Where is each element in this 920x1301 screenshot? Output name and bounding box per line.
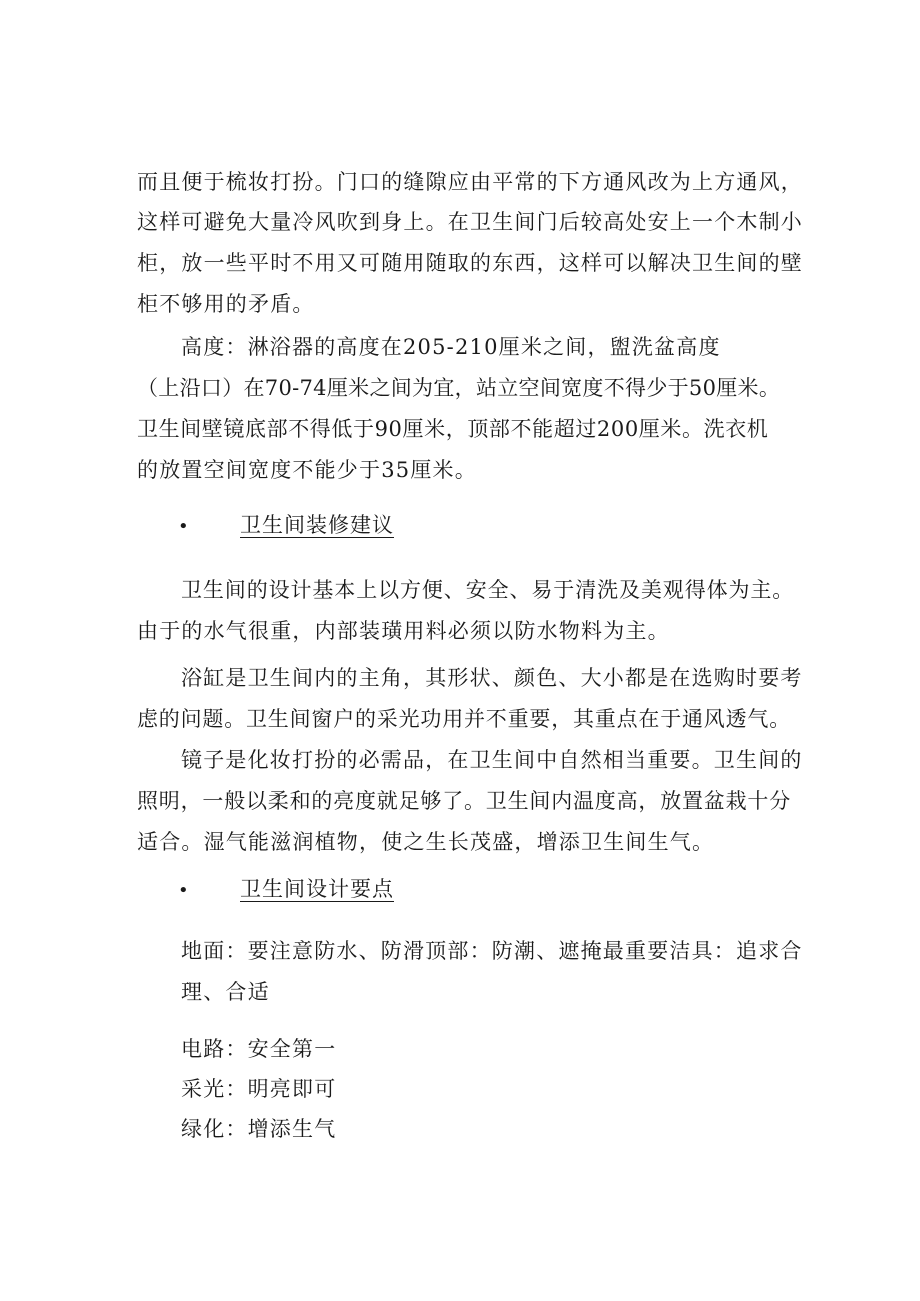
- section2-line-3: 卫生间壁镜底部不得低于90厘米，顶部不能超过200厘米。洗衣机: [137, 417, 769, 441]
- para3-line-1: 镜子是化妆打扮的必需品，在卫生间中自然相当重要。卫生间的: [181, 748, 803, 772]
- points-line-2: 理、合适: [181, 980, 270, 1004]
- para1-line-2: 由于的水气很重，内部装璜用料必须以防水物料为主。: [137, 619, 670, 643]
- item-greenery: 绿化：增添生气: [181, 1117, 337, 1141]
- section2-line-4: 的放置空间宽度不能少于35厘米。: [137, 458, 477, 482]
- section1-line-2: 这样可避免大量冷风吹到身上。在卫生间门后较高处安上一个木制小: [137, 210, 803, 234]
- points-line-1: 地面：要注意防水、防滑顶部：防潮、遮掩最重要洁具：追求合: [181, 939, 803, 963]
- section1-line-1: 而且便于梳妆打扮。门口的缝隙应由平常的下方通风改为上方通风，: [137, 170, 803, 194]
- section1-line-3: 柜，放一些平时不用又可随用随取的东西，这样可以解决卫生间的壁: [137, 251, 803, 275]
- para3-line-2: 照明，一般以柔和的亮度就足够了。卫生间内温度高，放置盆栽十分: [137, 789, 791, 813]
- section1-line-4: 柜不够用的矛盾。: [137, 292, 315, 316]
- section2-line-1: 高度：淋浴器的高度在205-210厘米之间，盥洗盆高度: [181, 335, 721, 359]
- section2-line-2: （上沿口）在70-74厘米之间为宜，站立空间宽度不得少于50厘米。: [137, 376, 781, 400]
- para3-line-3: 适合。湿气能滋润植物，使之生长茂盛，增添卫生间生气。: [137, 830, 715, 854]
- heading-design-points: 卫生间设计要点: [240, 877, 394, 901]
- para2-line-2: 虑的问题。卫生间窗户的采光功用并不重要，其重点在于通风透气。: [137, 707, 791, 731]
- para1-line-1: 卫生间的设计基本上以方便、安全、易于清洗及美观得体为主。: [181, 578, 795, 602]
- bullet-dot-2: •: [178, 880, 189, 901]
- para2-line-1: 浴缸是卫生间内的主角，其形状、颜色、大小都是在选购时要考: [181, 666, 803, 690]
- heading-renovation-tips: 卫生间装修建议: [240, 513, 394, 537]
- item-electrical: 电路：安全第一: [181, 1037, 337, 1061]
- bullet-dot-1: •: [178, 516, 189, 537]
- item-lighting: 采光：明亮即可: [181, 1077, 337, 1101]
